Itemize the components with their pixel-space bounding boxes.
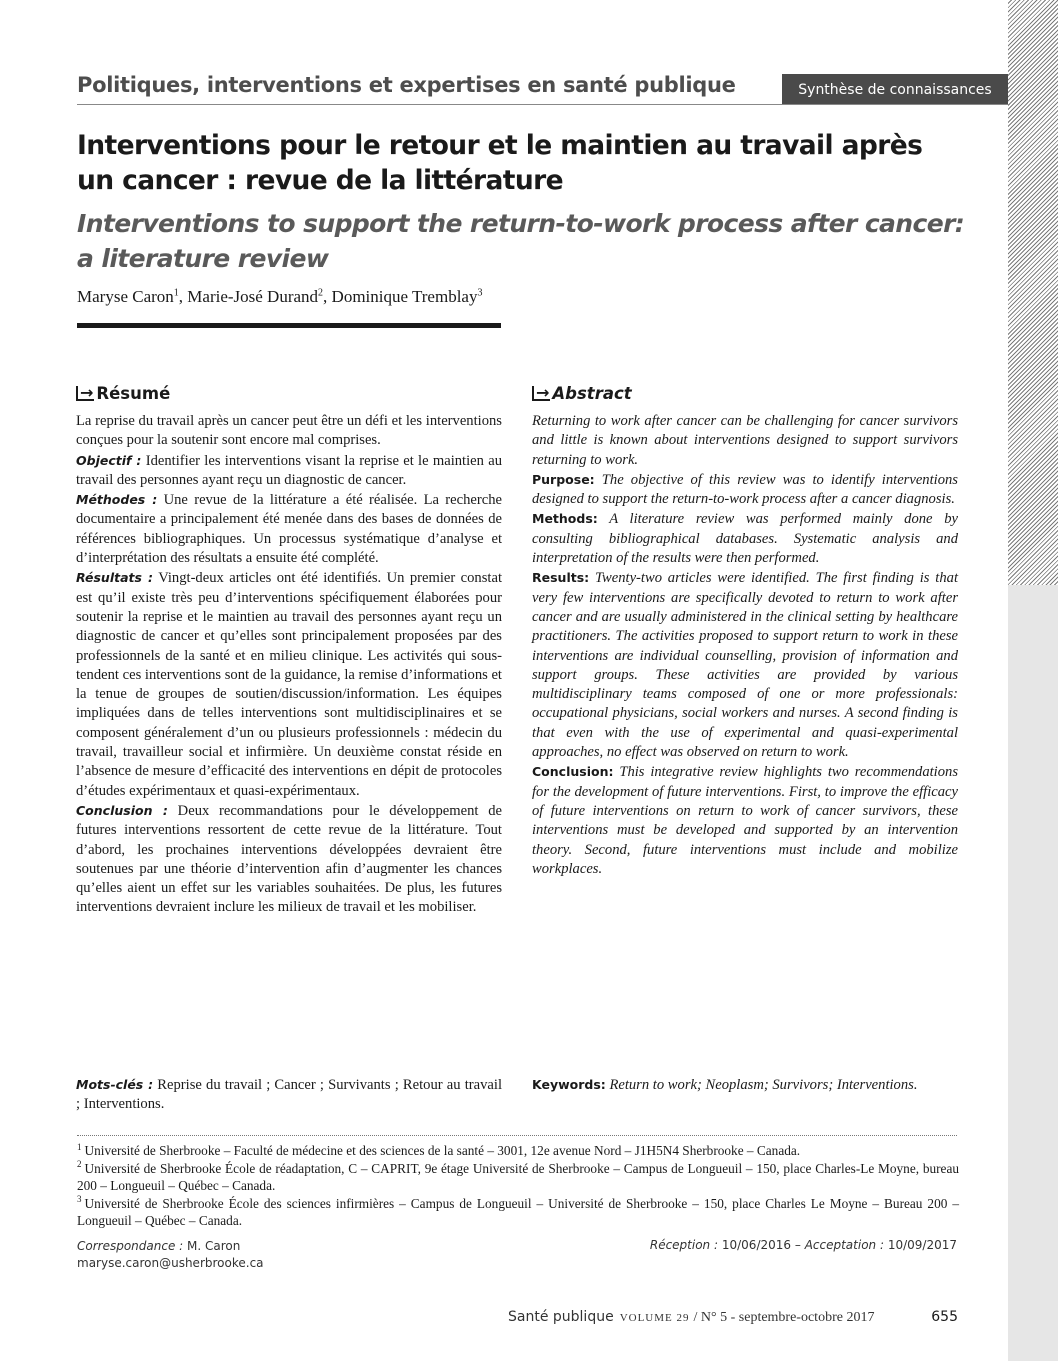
arrow-right-icon: → [532, 386, 550, 401]
abstract-methods-text: A literature review was performed mainly done by consulting bibliographical databases. Systematic analysis and interpretation of the results were then performed. [532, 511, 958, 567]
resume-heading [76, 384, 502, 403]
abstract-column [532, 384, 958, 879]
affiliation-text: Université de Sherbrooke – Faculté de médecine et des sciences de la santé – 3001, 12e avenue Nord – J1H5N4 Sherbrooke – Canada. [84, 1143, 801, 1158]
resume-objectif [76, 451, 502, 491]
correspondence-label: Correspondance : [77, 1239, 184, 1253]
author-name: Dominique Tremblay [331, 287, 478, 306]
category-badge: Synthèse de connaissances [782, 74, 1008, 105]
footer-volume: VOLUME 29 [619, 1312, 690, 1324]
affiliation-text: Université de Sherbrooke École des sciences infirmières – Campus de Longueuil – Université de Sherbrooke – 150, place Charles Le Moyne – Bureau 200 – Longueuil – Québec – Canada. [77, 1195, 959, 1228]
affiliation-list [77, 1142, 959, 1230]
affiliation-number: 1 [77, 1141, 82, 1152]
resume-column [76, 384, 502, 918]
abstract-conclusion-text: This integrative review highlights two recommendations for the development of future interventions. First, to improve the efficacy of future interventions on return to work of cancer survivors, these interventions must be developed and supported by an intervention theory. Second, future interventions must include and mobilize workplaces. [532, 764, 958, 877]
acceptation-date: 10/09/2017 [887, 1238, 957, 1252]
affiliation-number: 3 [77, 1194, 82, 1205]
affiliation-item [77, 1160, 959, 1195]
dates-separator: – [794, 1238, 801, 1252]
author-name: Maryse Caron [77, 287, 174, 306]
resume-conclusion [76, 801, 502, 918]
abstract-intro: Returning to work after cancer can be challenging for cancer survivors and little is known about interventions designed to support survivors returning to work. [532, 413, 958, 468]
resume-objectif-label: Objectif : [76, 452, 142, 468]
keywords-en-text: Return to work; Neoplasm; Survivors; Interventions. [609, 1077, 918, 1093]
journal-section-title: Politiques, interventions et expertises en santé publique [77, 73, 736, 97]
abstract-results-text: Twenty-two articles were identified. The first finding is that very few interventions are specifically devoted to return to work after cancer and are usually administered in the clinical setting by healthcare practitioners. The activities proposed to support return to work in these interventions are individual counselling, provision of information and support groups. These activities are provided by various multidisciplinary teams composed of one or more professionals: occupational physicians, social workers and nurses. A second finding is that even with the use of experimental and quasi-experimental approaches, no effect was observed on return to work. [532, 570, 958, 761]
author-affiliation-mark: 3 [477, 287, 483, 299]
abstract-results [532, 568, 958, 762]
abstract-heading-label: Abstract [552, 384, 632, 403]
keywords-fr-text: Reprise du travail ; Cancer ; Survivants ; Retour au travail ; Interventions. [76, 1077, 503, 1113]
reception-label: Réception : [649, 1238, 719, 1252]
arrow-right-icon: → [76, 386, 94, 401]
abstract-results-label: Results: [532, 570, 590, 586]
resume-conclusion-label: Conclusion : [76, 802, 168, 818]
acceptation-label: Acceptation : [804, 1238, 884, 1252]
keywords-fr [76, 1075, 502, 1115]
affiliation-text: Université de Sherbrooke École de réadaptation, C – CAPRIT, 9e étage Université de Sherbrooke – Campus de Longueuil – 150, place Charles-Le Moyne, bureau 200 – Longueuil – Québec – Canada. [77, 1160, 959, 1193]
author-name: Marie-José Durand [187, 287, 319, 306]
abstract-purpose-label: Purpose: [532, 471, 595, 487]
keywords-fr-label: Mots-clés : [76, 1077, 154, 1092]
abstract-conclusion [532, 762, 958, 879]
article-title-en: Interventions to support the return-to-work process after cancer: a literature review [77, 209, 965, 273]
abstract-purpose-text: The objective of this review was to identify interventions designed to support the return-to-work process after a cancer diagnosis. [532, 471, 958, 508]
affiliation-item [77, 1142, 959, 1160]
abstract-heading [532, 384, 958, 403]
resume-methodes-text: Une revue de la littérature a été réalisée. La recherche documentaire a principalement été menée dans des bases de données de références bibliographiques. Un processus systématique d’analyse et d’interprétation des résultats a ensuite été complété. [76, 492, 502, 567]
footer-journal-name: Santé publique [508, 1309, 614, 1325]
correspondence-email[interactable]: maryse.caron@usherbrooke.ca [77, 1256, 264, 1270]
abstract-conclusion-label: Conclusion: [532, 764, 614, 780]
reception-date: 10/06/2016 [721, 1238, 792, 1252]
abstract-purpose [532, 470, 958, 510]
resume-intro: La reprise du travail après un cancer peut être un défi et les interventions conçues pour la soutenir sont encore mal comprises. [76, 413, 502, 449]
footnote-rule [77, 1135, 957, 1136]
affiliation-item [77, 1195, 959, 1230]
header-rule [77, 104, 1010, 105]
page-number: 655 [931, 1309, 958, 1325]
resume-conclusion-text: Deux recommandations pour le développement de futures interventions ressortent de cette revue de la littérature. Tout d’abord, les prochaines interventions développées devraient être soutenues par une théorie d’intervention afin d’augmenter les chances qu’elles aient un effet sur les variables souhaitées. De plus, les futures interventions devraient inclure les milieux de travail et les mobiliser. [76, 802, 502, 916]
page-footer [508, 1309, 958, 1326]
resume-resultats-label: Résultats : [76, 570, 154, 586]
correspondence-block [77, 1238, 264, 1272]
article-title-fr: Interventions pour le retour et le maintien au travail après un cancer : revue de la littérature [77, 130, 923, 196]
page-side-hatch [1008, 0, 1058, 585]
author-affiliation-mark: 2 [318, 287, 324, 299]
abstract-methods [532, 509, 958, 568]
author-list: Maryse Caron$^1$, Marie-José Durand$^2$, Dominique Tremblay$^3$ [77, 287, 483, 306]
keywords-en [532, 1075, 958, 1095]
resume-resultats-text: Vingt-deux articles ont été identifiés. Un premier constat est qu’il existe très peu d’interventions spécifiquement élaborées pour soutenir la reprise et le maintien au travail des personnes ayant reçu un diagnostic de cancer et qu’elles sont principalement proposées par des professionnels de la santé et en milieu clinique. Les activités qui sous-tendent ces interventions sont de la guidance, la remise d’informations et la tenue de groupes de soutien/discussion/information. Les équipes impliquées dans de telles interventions sont multidisciplinaires et se composent généralement d’un ou plusieurs professionnels : médecin du travail, travailleur social et infirmière. Un deuxième constat réside en l’absence de mesure d’efficacité des interventions en dépit de protocoles d’études expérimentaux et quasi-expérimentaux. [76, 570, 502, 799]
resume-resultats [76, 568, 502, 801]
resume-heading-label: Résumé [96, 384, 171, 403]
abstract-methods-label: Methods: [532, 511, 598, 527]
keywords-en-label: Keywords: [532, 1077, 606, 1092]
resume-objectif-text: Identifier les interventions visant la reprise et le maintien au travail des personnes ayant reçu un diagnostic de cancer. [76, 452, 502, 488]
author-affiliation-mark: 1 [173, 287, 179, 299]
resume-methodes-label: Méthodes : [76, 492, 158, 508]
affiliation-number: 2 [77, 1159, 82, 1170]
author-rule [77, 323, 501, 328]
submission-dates [650, 1238, 957, 1252]
correspondence-name: M. Caron [187, 1239, 241, 1253]
footer-issue: / N° 5 - septembre-octobre 2017 [693, 1310, 875, 1325]
resume-methodes [76, 490, 502, 568]
